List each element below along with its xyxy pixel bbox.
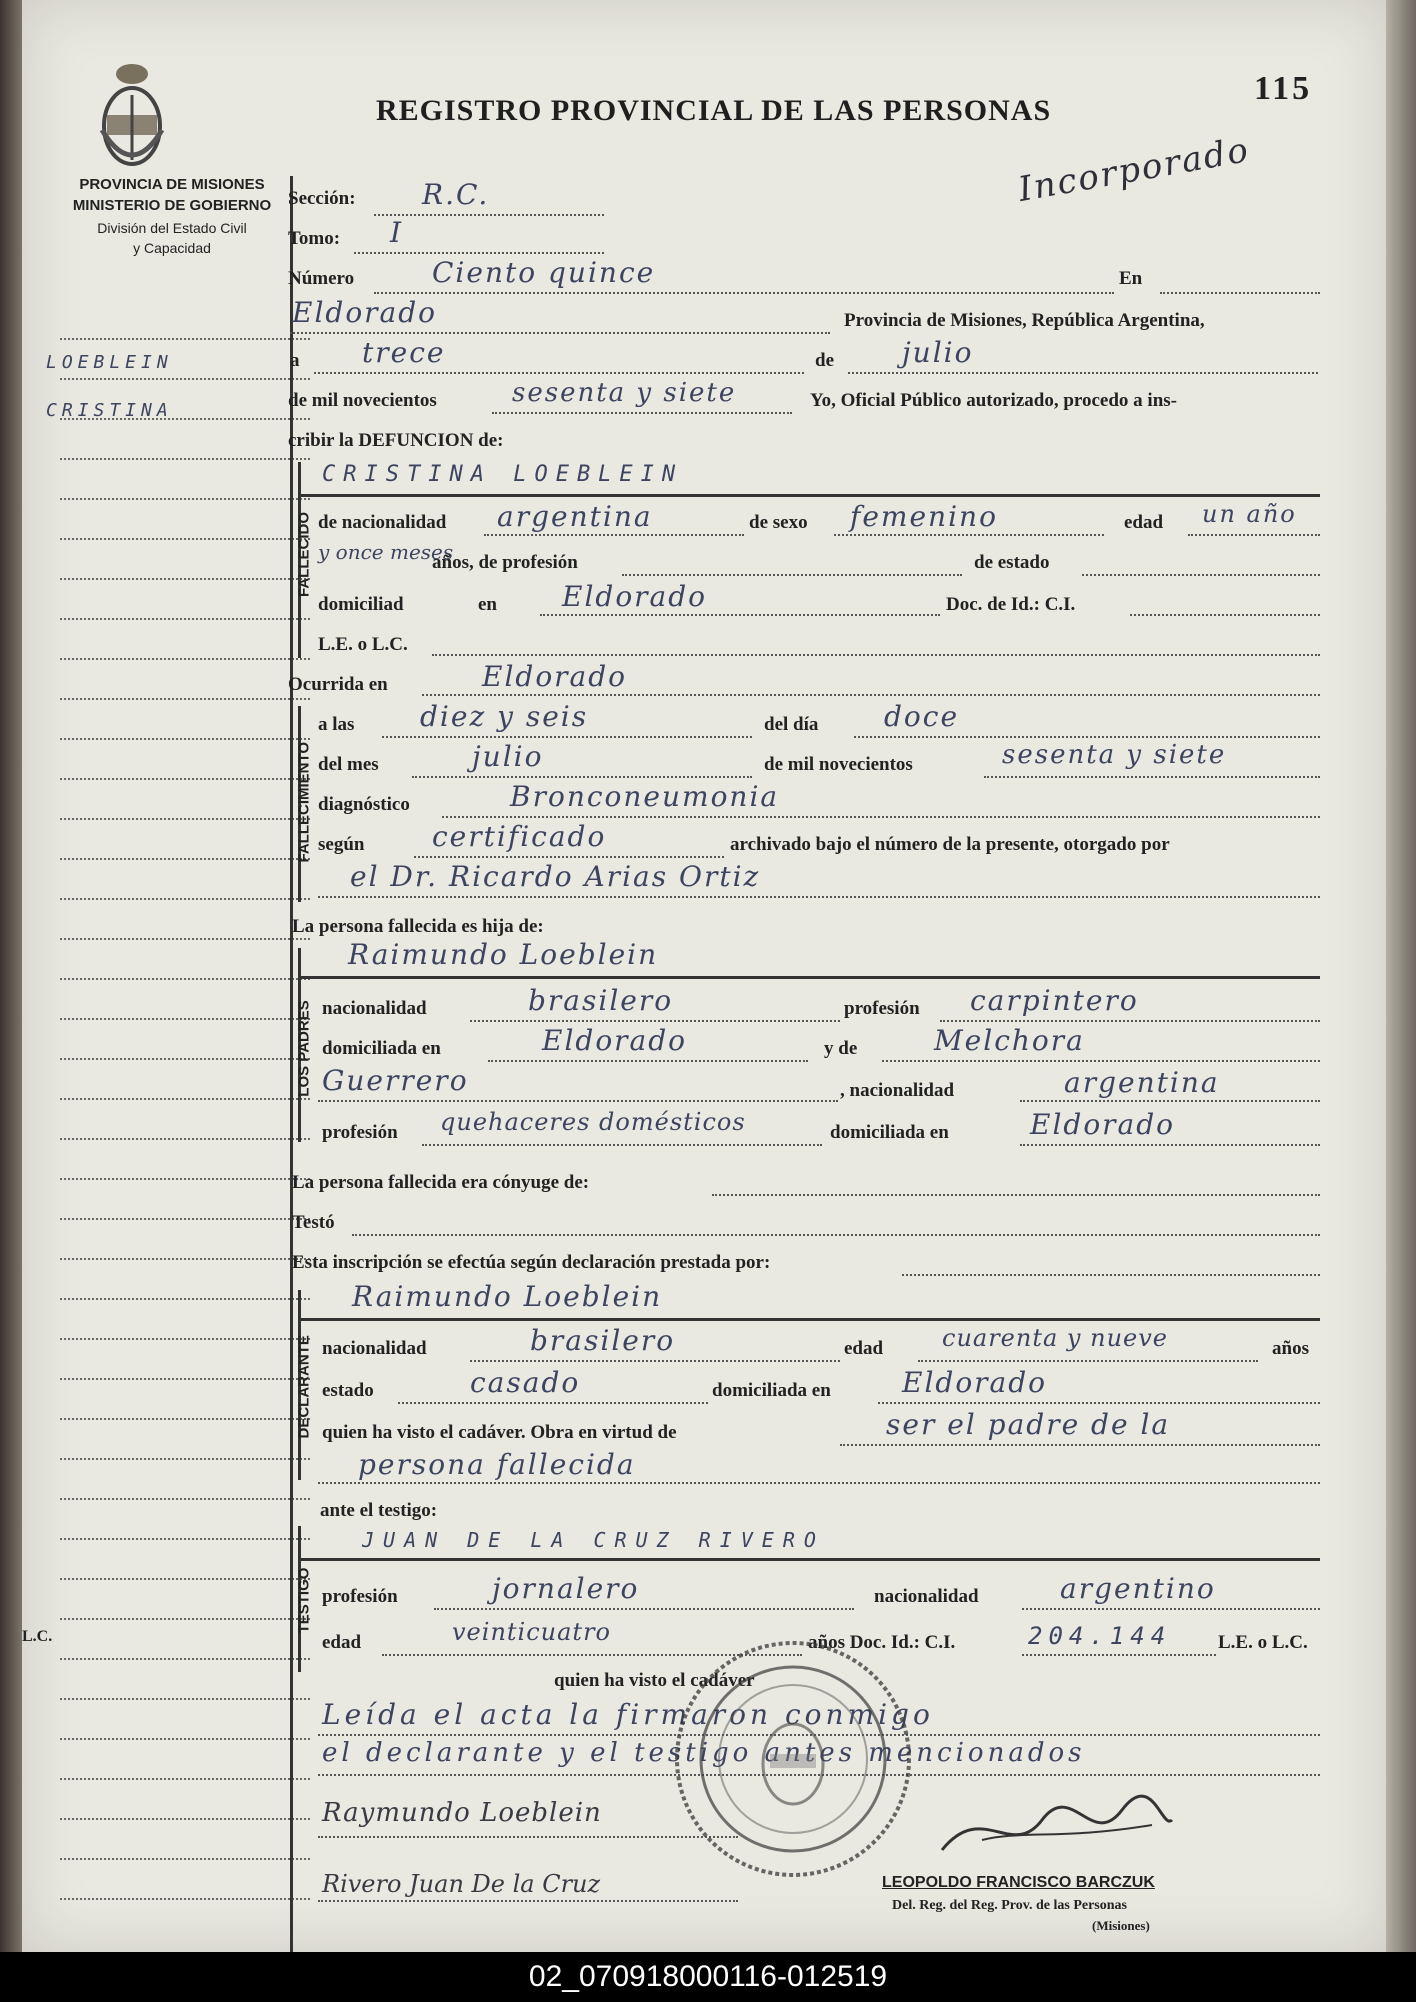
- fallecido-nacionalidad: argentina: [497, 500, 653, 533]
- madre-nacionalidad-line: [1020, 1100, 1320, 1102]
- lugar-line: [290, 332, 830, 334]
- margin-ruled-line: [60, 1338, 310, 1340]
- anio-line: [492, 412, 792, 414]
- testo-label: Testó: [292, 1212, 335, 1233]
- ocurrida-label: Ocurrida en: [288, 674, 388, 695]
- y-de-label: y de: [824, 1038, 858, 1059]
- madre-domicilio: Eldorado: [1030, 1108, 1176, 1141]
- a-label: a: [290, 350, 300, 371]
- fallecido-sexo-label: de sexo: [749, 512, 808, 533]
- testigo-doc: 204.144: [1028, 1622, 1172, 1650]
- province-name: PROVINCIA DE MISIONES: [79, 176, 265, 193]
- madre-nombre-line: [882, 1060, 1320, 1062]
- margin-ruled-line: [60, 818, 310, 820]
- oficial-nombre: LEOPOLDO FRANCISCO BARCZUK: [882, 1874, 1155, 1891]
- oficial-signature-icon: [922, 1790, 1182, 1870]
- fallecido-domicilio-line: [540, 614, 940, 616]
- fallecido-estado-line: [1082, 574, 1320, 576]
- official-seal-icon: [670, 1636, 916, 1882]
- declarante-edad-line: [918, 1360, 1258, 1362]
- declarante-anios-label: años: [1272, 1338, 1309, 1359]
- segun-line: [414, 856, 724, 858]
- mil-label: de mil novecientos: [288, 390, 437, 411]
- margin-ruled-line: [60, 1098, 310, 1100]
- cierre-linea-1: Leída el acta la firmaron conmigo: [322, 1698, 934, 1731]
- padre-profesion-label: profesión: [844, 998, 920, 1019]
- margin-ruled-line: [60, 498, 310, 500]
- conyuge-line: [712, 1194, 1320, 1196]
- declarante-estado: casado: [470, 1366, 581, 1399]
- side-given-name: CRISTINA: [46, 400, 173, 421]
- padre-domicilio-line: [488, 1060, 808, 1062]
- testigo-visto-label: quien ha visto el cadáver: [554, 1670, 755, 1691]
- testigo-edad: veinticuatro: [452, 1618, 611, 1646]
- declarante-name-line: [298, 1318, 1320, 1321]
- declarante-nombre: Raimundo Loeblein: [352, 1280, 663, 1313]
- ocurrida-line: [422, 694, 1320, 696]
- fallecido-name-line: [298, 494, 1320, 497]
- fallecido-profesion-line: [622, 574, 962, 576]
- testigo-profesion: jornalero: [492, 1572, 640, 1605]
- margin-ruled-line: [60, 538, 310, 540]
- margin-ruled-line: [60, 1298, 310, 1300]
- testigo-nacionalidad-label: nacionalidad: [874, 1586, 979, 1607]
- declarante-edad-label: edad: [844, 1338, 884, 1359]
- fallecido-estado-label: de estado: [974, 552, 1050, 573]
- firma-testigo: Rivero Juan De la Cruz: [322, 1870, 601, 1898]
- madre-nacionalidad-label: , nacionalidad: [840, 1080, 955, 1101]
- margin-ruled-line: [60, 1738, 310, 1740]
- tomo-label: Tomo:: [288, 228, 341, 249]
- oficial-text: Yo, Oficial Público autorizado, procedo a ins-: [810, 390, 1177, 411]
- fallecimiento-mil-label: de mil novecientos: [764, 754, 913, 775]
- dia-fallecimiento: doce: [884, 700, 960, 733]
- del-mes-label: del mes: [318, 754, 379, 775]
- padre-line: [298, 976, 1320, 979]
- oficial-lugar: (Misiones): [1092, 1918, 1150, 1933]
- margin-ruled-line: [60, 658, 310, 660]
- margin-ruled-line: [60, 1858, 310, 1860]
- image-code: 02_070918000116-012519: [0, 1952, 1416, 2002]
- en-label: En: [1119, 268, 1143, 289]
- declaracion-line: [902, 1274, 1320, 1276]
- madre-profesion: quehaceres domésticos: [440, 1108, 746, 1136]
- dia-fallecimiento-line: [854, 736, 1320, 738]
- ministry-name: MINISTERIO DE GOBIERNO: [72, 197, 272, 214]
- margin-ruled-line: [60, 1378, 310, 1380]
- division-name-2: y Capacidad: [133, 240, 211, 256]
- margin-ruled-line: [60, 978, 310, 980]
- mes-fallecimiento-line: [412, 776, 752, 778]
- declarante-virtud-2: persona fallecida: [358, 1448, 636, 1481]
- padre-profesion: carpintero: [970, 984, 1139, 1017]
- testigo-edad-label: edad: [322, 1632, 362, 1653]
- madre-profesion-line: [422, 1144, 822, 1146]
- declarante-estado-line: [398, 1402, 708, 1404]
- margin-ruled-line: [60, 1498, 310, 1500]
- testigo-profesion-label: profesión: [322, 1586, 398, 1607]
- margin-ruled-line: [60, 418, 310, 420]
- division-name: División del Estado Civil: [97, 220, 247, 236]
- tomo-value: I: [390, 216, 404, 249]
- fallecido-le-line: [432, 654, 1320, 656]
- oficial-cargo: Del. Reg. del Reg. Prov. de las Personas: [892, 1898, 1127, 1913]
- hora-value: diez y seis: [420, 700, 589, 733]
- margin-ruled-line: [60, 1818, 310, 1820]
- anio-value: sesenta y siete: [512, 378, 737, 408]
- margin-ruled-line: [60, 1018, 310, 1020]
- numero-label: Número: [288, 268, 355, 289]
- testigo-anios-doc-label: años Doc. Id.: C.I.: [808, 1632, 956, 1653]
- book-binding: [0, 0, 22, 1952]
- declarante-domicilio: Eldorado: [902, 1366, 1048, 1399]
- page-number: 115: [1254, 70, 1313, 107]
- margin-ruled-line: [60, 1458, 310, 1460]
- margin-ruled-line: [60, 1778, 310, 1780]
- declarante-estado-label: estado: [322, 1380, 374, 1401]
- fallecido-edad-line: [1188, 534, 1320, 536]
- declarante-virtud-1: ser el padre de la: [886, 1408, 1171, 1441]
- margin-ruled-line: [60, 898, 310, 900]
- seccion-value: R.C.: [422, 178, 490, 211]
- hora-line: [382, 736, 752, 738]
- segun-label: según: [318, 834, 365, 855]
- lugar-value: Eldorado: [292, 296, 438, 329]
- ante-label: ante el testigo:: [320, 1500, 438, 1521]
- fallecido-edad2: y once meses: [318, 540, 454, 564]
- mes-fallecimiento: julio: [472, 740, 544, 773]
- left-column-header: [52, 176, 292, 256]
- fallecido-anios-prof-label: años, de profesión: [432, 552, 578, 573]
- form-title: REGISTRO PROVINCIAL DE LAS PERSONAS: [376, 94, 1052, 127]
- fallecido-edad-label: edad: [1124, 512, 1164, 533]
- margin-ruled-line: [60, 938, 310, 940]
- margin-ruled-line: [60, 858, 310, 860]
- margin-ruled-line: [60, 1218, 310, 1220]
- madre-nombre-2: Guerrero: [322, 1064, 469, 1097]
- madre-domicilio-line: [1020, 1144, 1320, 1146]
- de-label: de: [815, 350, 834, 371]
- fallecido-domicilio: Eldorado: [562, 580, 708, 613]
- margin-ruled-line: [60, 578, 310, 580]
- padre-domiciliada-label: domiciliada en: [322, 1038, 441, 1059]
- coat-of-arms-icon: [92, 60, 172, 175]
- margin-ruled-line: [60, 1698, 310, 1700]
- declarante-virtud-line: [840, 1444, 1320, 1446]
- margin-ruled-line: [60, 1658, 310, 1660]
- incorporado-note: Incorporado: [1015, 129, 1253, 211]
- side-partial-le: L.C.: [22, 1628, 53, 1645]
- fallecido-nacionalidad-line: [484, 534, 744, 536]
- declarante-visto-text: quien ha visto el cadáver. Obra en virtud de: [322, 1422, 677, 1443]
- dia-value: trece: [362, 336, 446, 369]
- mes-value: julio: [902, 336, 974, 369]
- conyuge-label: La persona fallecida era cónyuge de:: [292, 1172, 590, 1193]
- margin-ruled-line: [60, 458, 310, 460]
- madre-apellido-line: [318, 1100, 838, 1102]
- fallecido-section-label: FALLECIDO: [295, 512, 313, 597]
- fallecido-en-label: en: [478, 594, 497, 615]
- margin-ruled-line: [60, 778, 310, 780]
- seccion-line: [374, 214, 604, 216]
- seccion-label: Sección:: [288, 188, 356, 209]
- testigo-profesion-line: [434, 1608, 854, 1610]
- fallecido-le-label: L.E. o L.C.: [318, 634, 408, 655]
- margin-ruled-line: [60, 1058, 310, 1060]
- diagnostico-label: diagnóstico: [318, 794, 410, 815]
- fallecido-doc-line: [1130, 614, 1320, 616]
- testigo-nacionalidad-line: [1022, 1608, 1320, 1610]
- padre-nombre: Raimundo Loeblein: [348, 938, 659, 971]
- padre-nacionalidad-line: [470, 1020, 840, 1022]
- padre-nacionalidad-label: nacionalidad: [322, 998, 427, 1019]
- declaracion-label: Esta inscripción se efectúa según declaración prestada por:: [292, 1252, 771, 1273]
- a-las-label: a las: [318, 714, 355, 735]
- medico-line: [318, 896, 1320, 898]
- fallecido-domiciliad-label: domiciliad: [318, 594, 404, 615]
- testigo-section-label: TESTIGO: [295, 1567, 313, 1634]
- numero-line: [374, 292, 1114, 294]
- margin-ruled-line: [60, 698, 310, 700]
- testigo-doc-line: [1022, 1654, 1216, 1656]
- diagnostico-value: Bronconeumonia: [510, 780, 780, 813]
- margin-ruled-line: [60, 338, 310, 340]
- ocurrida-value: Eldorado: [482, 660, 628, 693]
- declarante-nacionalidad-line: [470, 1360, 840, 1362]
- declarante-edad: cuarenta y nueve: [942, 1324, 1168, 1352]
- margin-ruled-line: [60, 738, 310, 740]
- padre-nacionalidad: brasilero: [528, 984, 674, 1017]
- segun-value: certificado: [432, 820, 607, 853]
- declarante-virtud-2-line: [318, 1482, 1320, 1484]
- madre-nacionalidad: argentina: [1064, 1066, 1220, 1099]
- tomo-line: [354, 252, 604, 254]
- numero-value: Ciento quince: [432, 256, 656, 289]
- page-edge: [1386, 0, 1416, 1952]
- fallecido-doc-label: Doc. de Id.: C.I.: [946, 594, 1076, 615]
- testigo-le-label: L.E. o L.C.: [1218, 1632, 1308, 1653]
- declarante-domiciliada-label: domiciliada en: [712, 1380, 831, 1401]
- hija-label: La persona fallecida es hija de:: [292, 916, 544, 937]
- madre-domiciliada-label: domiciliada en: [830, 1122, 949, 1143]
- mes-line: [848, 372, 1318, 374]
- declarante-section-label: DECLARANTE: [295, 1335, 313, 1439]
- margin-ruled-line: [60, 1538, 310, 1540]
- anio-fallecimiento: sesenta y siete: [1002, 740, 1227, 770]
- archivado-text: archivado bajo el número de la presente, otorgado por: [730, 834, 1170, 855]
- padre-domicilio: Eldorado: [542, 1024, 688, 1057]
- firma-declarante: Raymundo Loeblein: [322, 1798, 602, 1828]
- document-page: [22, 0, 1386, 1952]
- fallecido-edad1: un año: [1202, 500, 1297, 528]
- fallecimiento-section-label: FALLECIMIENTO: [295, 741, 313, 863]
- testo-line: [352, 1234, 1320, 1236]
- testigo-nacionalidad: argentino: [1060, 1572, 1216, 1605]
- margin-ruled-line: [60, 618, 310, 620]
- declarante-nacionalidad: brasilero: [530, 1324, 676, 1357]
- margin-ruled-line: [60, 1578, 310, 1580]
- margin-ruled-line: [60, 1138, 310, 1140]
- padre-profesion-line: [940, 1020, 1320, 1022]
- diagnostico-line: [442, 816, 1320, 818]
- dia-line: [314, 372, 804, 374]
- fallecido-nacionalidad-label: de nacionalidad: [318, 512, 447, 533]
- margin-ruled-line: [60, 1418, 310, 1420]
- fallecido-nombre: CRISTINA LOEBLEIN: [322, 462, 684, 487]
- declarante-nacionalidad-label: nacionalidad: [322, 1338, 427, 1359]
- cierre-linea-2: el declarante y el testigo antes mencionados: [322, 1738, 1086, 1768]
- padres-section-label: LOS PADRES: [295, 1000, 313, 1097]
- fallecido-sexo: femenino: [850, 500, 998, 533]
- firma-testigo-line: [318, 1900, 738, 1902]
- side-surname: LOEBLEIN: [46, 352, 173, 373]
- provincia-text: Provincia de Misiones, República Argentina,: [844, 310, 1205, 331]
- medico-value: el Dr. Ricardo Arias Ortiz: [350, 860, 761, 893]
- declarante-domicilio-line: [878, 1402, 1320, 1404]
- madre-nombre-1: Melchora: [934, 1024, 1085, 1057]
- margin-ruled-line: [60, 378, 310, 380]
- inscribir-text: cribir la DEFUNCION de:: [288, 430, 504, 451]
- anio-fallecimiento-line: [984, 776, 1320, 778]
- en-line: [1160, 292, 1320, 294]
- margin-ruled-line: [60, 1898, 310, 1900]
- del-dia-label: del día: [764, 714, 819, 735]
- margin-ruled-line: [60, 1618, 310, 1620]
- madre-profesion-label: profesión: [322, 1122, 398, 1143]
- testigo-nombre: JUAN DE LA CRUZ RIVERO: [362, 1528, 825, 1552]
- margin-ruled-line: [60, 1178, 310, 1180]
- margin-ruled-line: [60, 1258, 310, 1260]
- fallecido-sexo-line: [834, 534, 1104, 536]
- testigo-name-line: [298, 1558, 1320, 1561]
